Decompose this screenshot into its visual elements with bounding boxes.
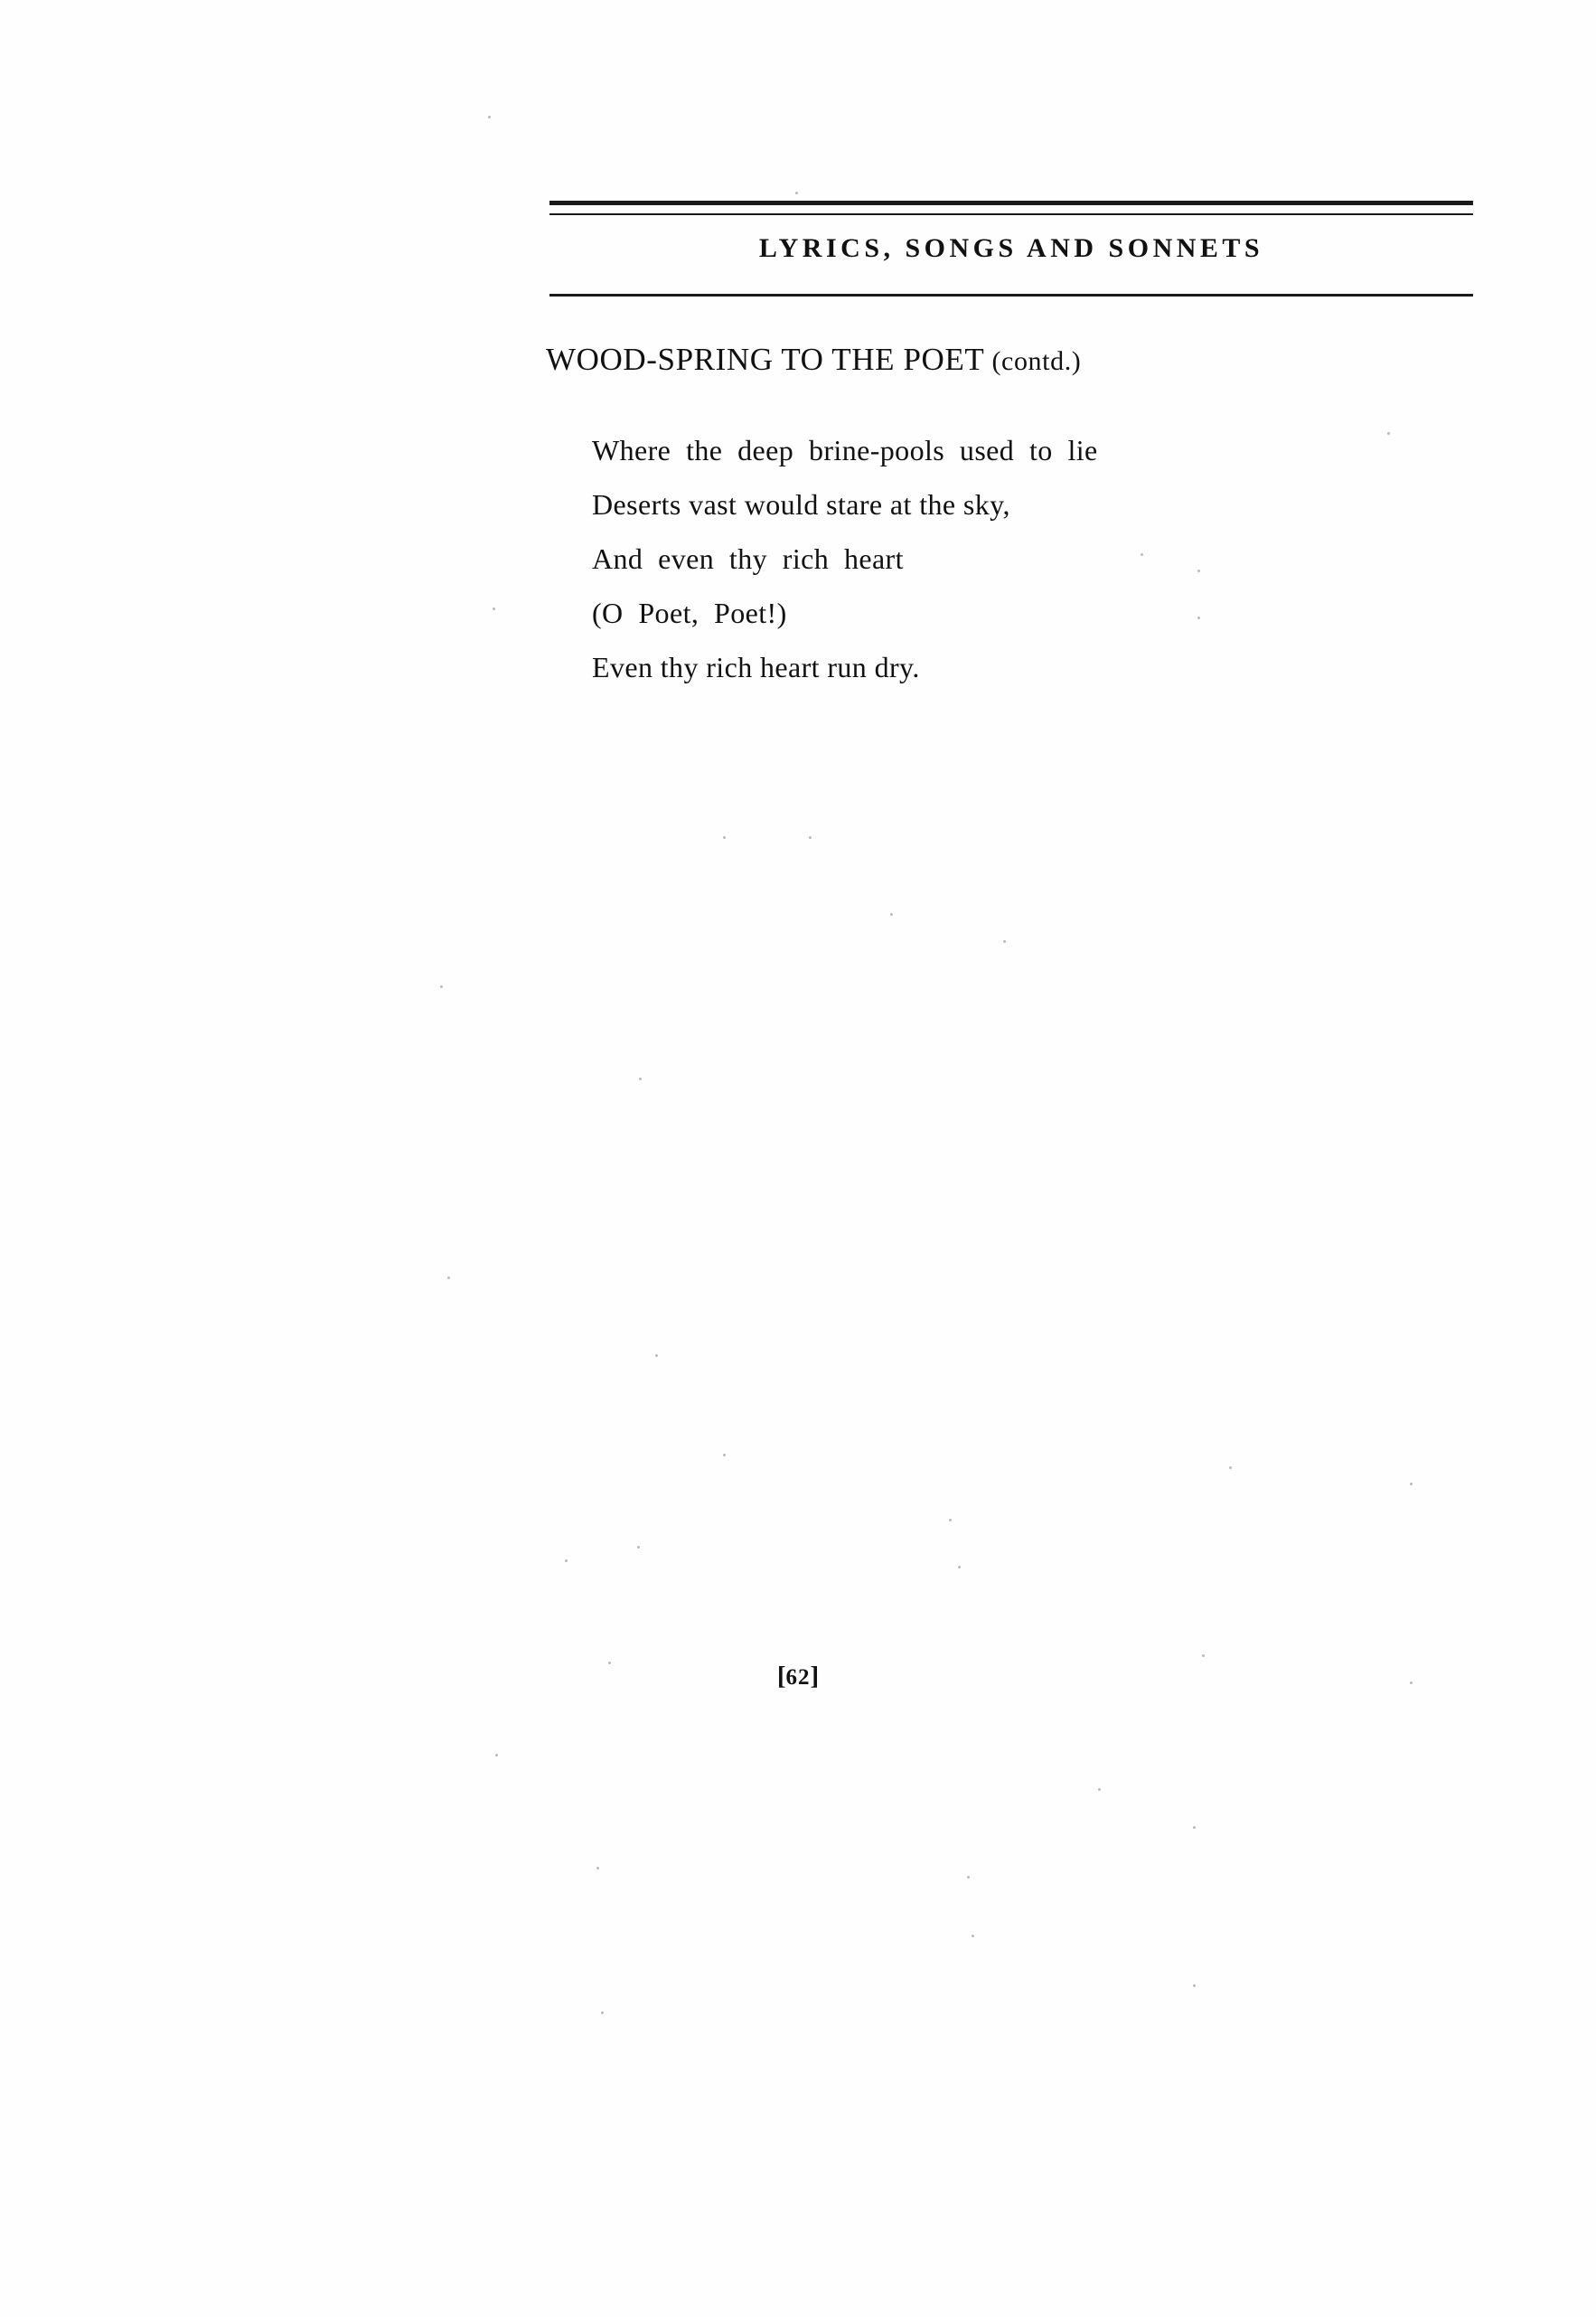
running-head-rule-top bbox=[549, 201, 1473, 205]
folio-close-bracket: ] bbox=[810, 1662, 820, 1691]
poem-line: Even thy rich heart run dry. bbox=[592, 651, 920, 683]
poem-line: (O Poet, Poet!) bbox=[592, 597, 787, 629]
poem-line: Deserts vast would stare at the sky, bbox=[592, 488, 1010, 521]
page-folio bbox=[0, 1662, 1596, 1691]
poem-body bbox=[592, 423, 1423, 694]
running-head-rule-top-thin bbox=[549, 213, 1473, 215]
poem-title-main: WOOD-SPRING TO THE POET bbox=[546, 342, 985, 377]
folio-number: 62 bbox=[785, 1665, 811, 1690]
poem-line: And even thy rich heart bbox=[592, 542, 904, 575]
poem-line: Where the deep brine-pools used to lie bbox=[592, 434, 1098, 466]
folio-open-bracket: [ bbox=[776, 1662, 786, 1691]
poem-title-contd: (contd.) bbox=[991, 346, 1082, 376]
page-title bbox=[546, 342, 1081, 378]
running-head-rule-bottom bbox=[549, 294, 1473, 297]
running-head: LYRICS, SONGS AND SONNETS bbox=[758, 233, 1264, 263]
